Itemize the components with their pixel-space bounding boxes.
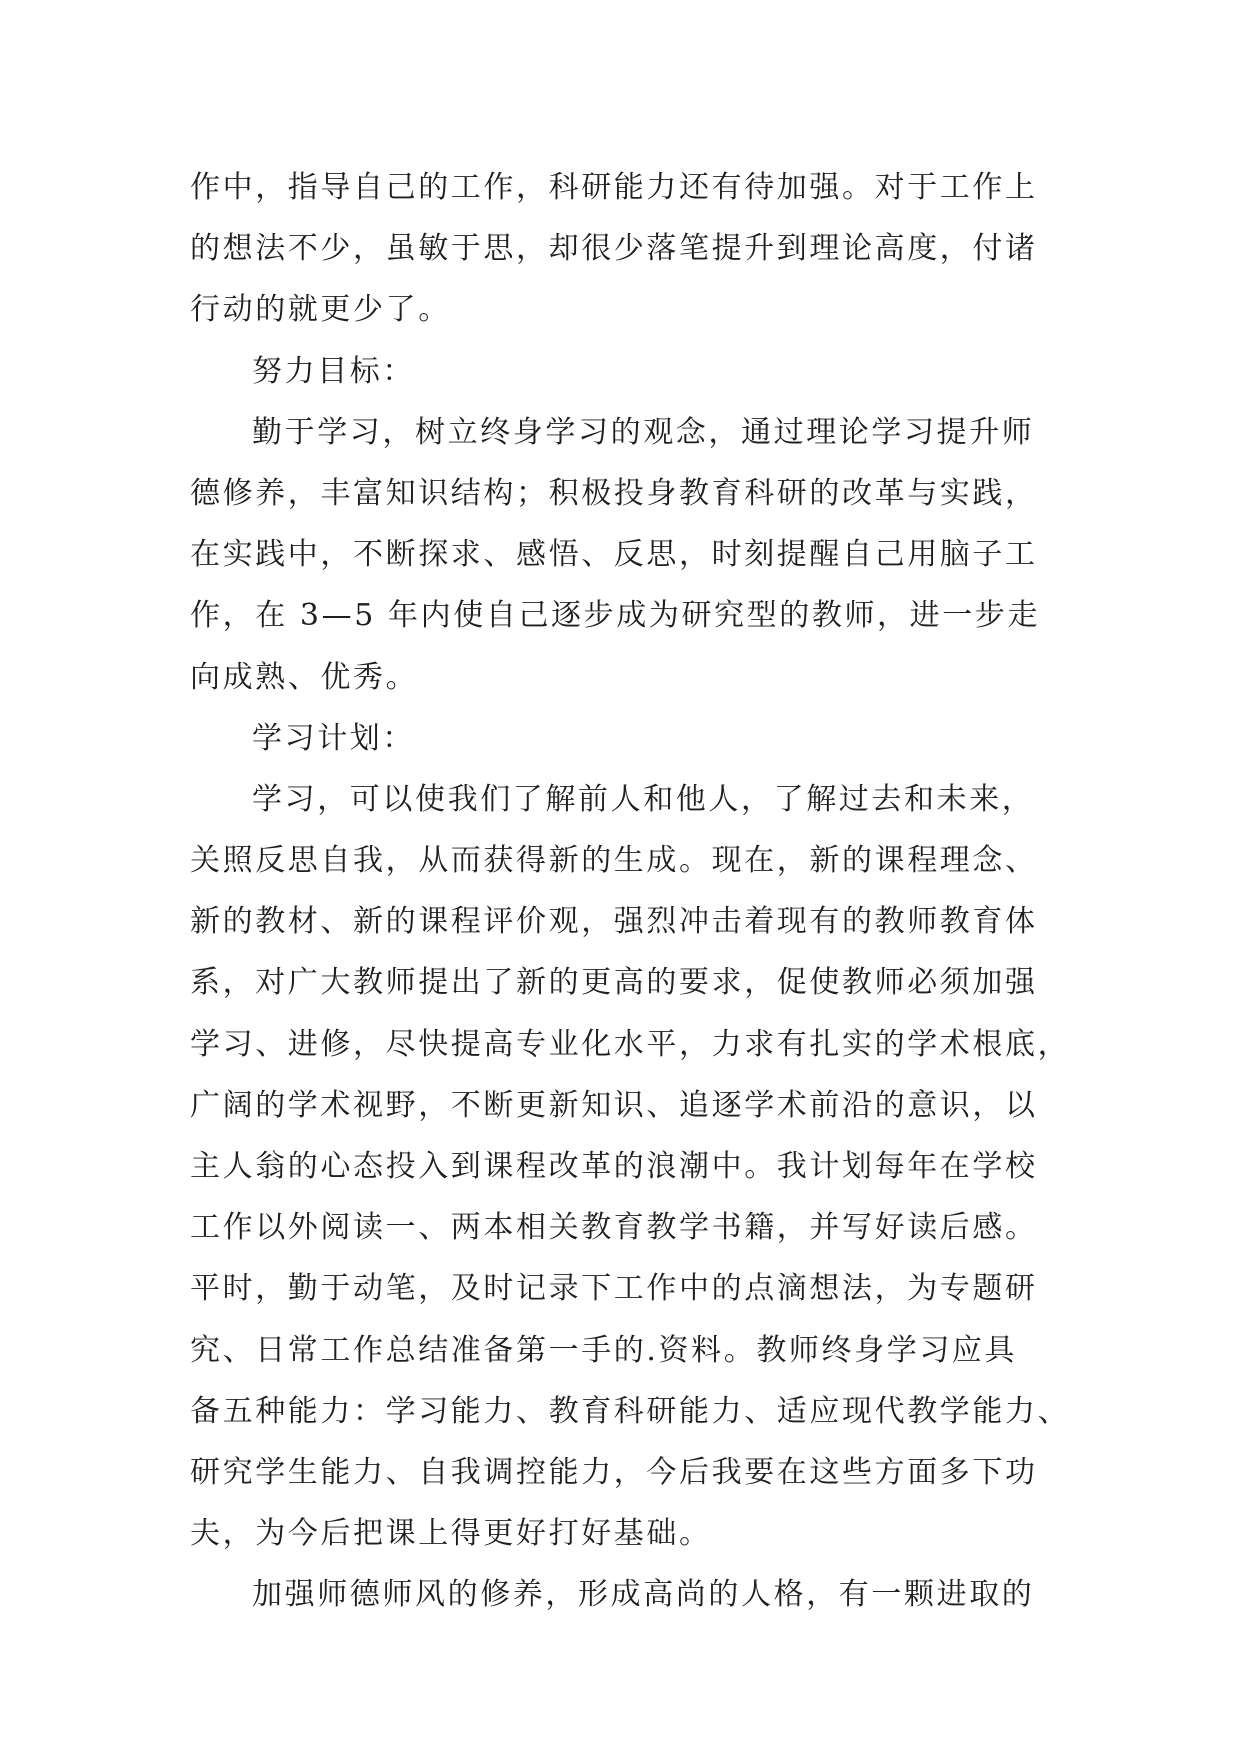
- text-line: 向成熟、优秀。: [190, 659, 419, 695]
- text-line: 广阔的学术视野，不断更新知识、追逐学术前沿的意识，以: [190, 1087, 1038, 1123]
- text-line: 夫，为今后把课上得更好打好基础。: [190, 1516, 712, 1552]
- text-line: 平时，勤于动笔，及时记录下工作中的点滴想法，为专题研: [190, 1271, 1038, 1307]
- text-line: 在实践中，不断探求、感悟、反思，时刻提醒自己用脑子工: [190, 537, 1038, 573]
- text-line: 系，对广大教师提出了新的更高的要求，促使教师必须加强: [190, 965, 1038, 1001]
- text-line: 的想法不少，虽敏于思，却很少落笔提升到理论高度，付诸: [190, 231, 1038, 267]
- text-line: 学习，可以使我们了解前人和他人，了解过去和未来，: [252, 781, 1035, 817]
- text-line: 关照反思自我，从而获得新的生成。现在，新的课程理念、: [190, 843, 1038, 879]
- body-text: [190, 157, 1071, 1626]
- text-line: 主人翁的心态投入到课程改革的浪潮中。我计划每年在学校: [190, 1149, 1038, 1184]
- text-line: 作中，指导自己的工作，科研能力还有待加强。对于工作上: [190, 170, 1038, 205]
- text-line: 行动的就更少了。: [190, 292, 451, 328]
- text-line: 作，在 3—5 年内使自己逐步成为研究型的教师，进一步走: [190, 598, 1041, 634]
- text-line: 究、日常工作总结准备第一手的.资料。教师终身学习应具: [190, 1332, 1018, 1368]
- text-line: 工作以外阅读一、两本相关教育教学书籍，并写好读后感。: [190, 1210, 1038, 1246]
- section-heading-goals: 努力目标：: [252, 353, 415, 389]
- text-line: 勤于学习，树立终身学习的观念，通过理论学习提升师: [252, 414, 1035, 450]
- text-line: 学习、进修，尽快提高专业化水平，力求有扎实的学术根底，: [190, 1026, 1071, 1062]
- text-line: 研究学生能力、自我调控能力，今后我要在这些方面多下功: [190, 1454, 1038, 1490]
- section-heading-study-plan: 学习计划：: [252, 720, 415, 756]
- text-line: 加强师德师风的修养，形成高尚的人格，有一颗进取的: [252, 1577, 1035, 1613]
- text-line: 新的教材、新的课程评价观，强烈冲击着现有的教师教育体: [190, 904, 1038, 940]
- text-line: 德修养，丰富知识结构；积极投身教育科研的改革与实践，: [190, 475, 1038, 511]
- text-line: 备五种能力：学习能力、教育科研能力、适应现代教学能力、: [190, 1393, 1071, 1429]
